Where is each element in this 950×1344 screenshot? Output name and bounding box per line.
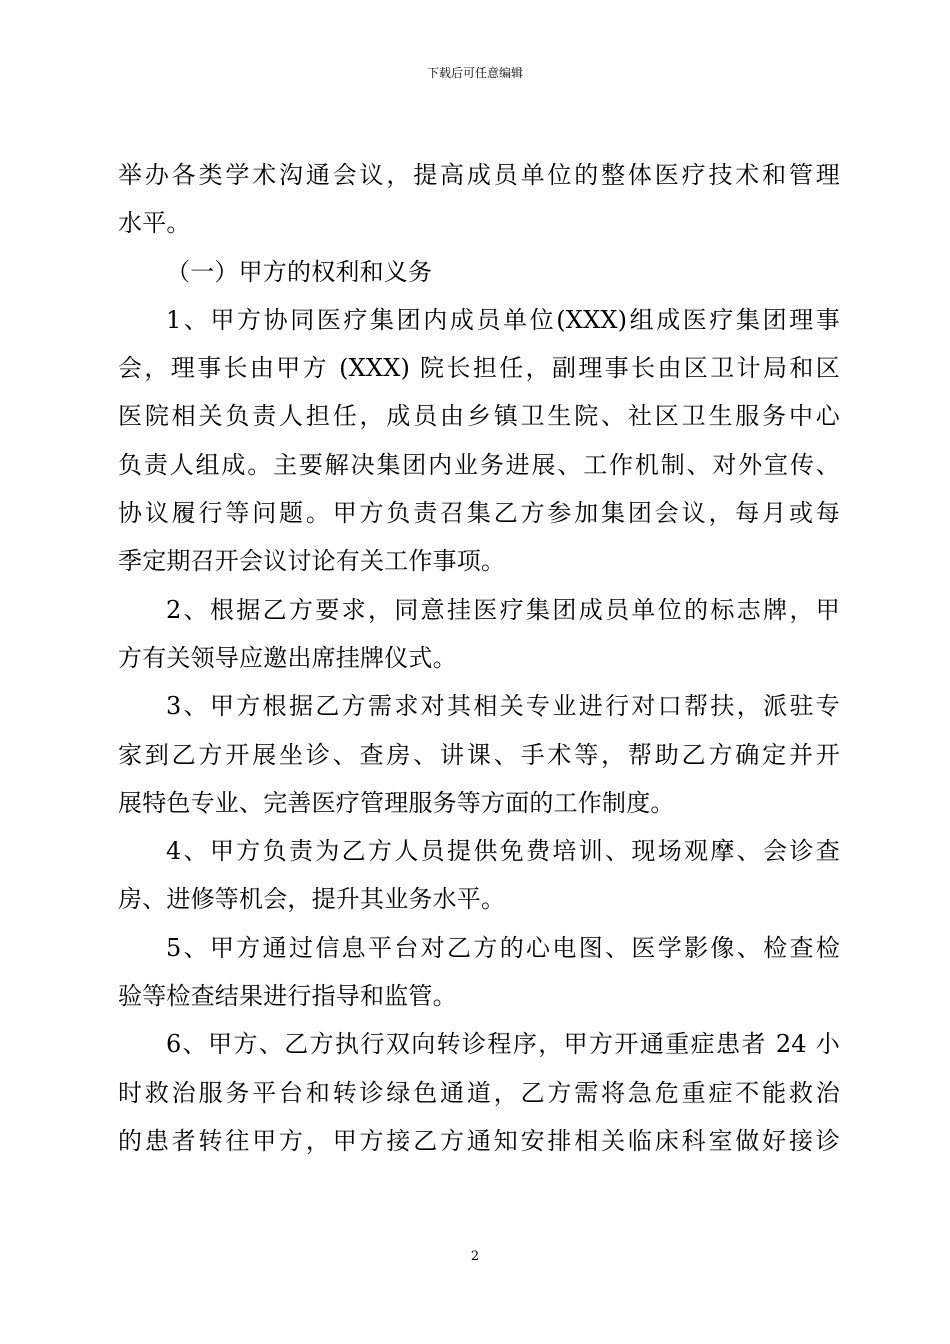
document-body: [118, 151, 840, 1165]
body-text-line: （一）甲方的权利和义务: [166, 257, 433, 286]
body-text-line: 会，理事长由甲方 (XXX) 院长担任，副理事长由区卫计局和区: [118, 354, 840, 383]
body-text-line: 协议履行等问题。甲方负责召集乙方参加集团会议，每月或每: [118, 499, 840, 528]
page-number: 2: [470, 1249, 480, 1264]
body-text-line: 的患者转往甲方，甲方接乙方通知安排相关临床科室做好接诊: [118, 1126, 840, 1155]
page-header: 下载后可任意编辑: [426, 66, 523, 80]
body-text-line: 房、进修等机会，提升其业务水平。: [118, 885, 506, 914]
body-text-line: 举办各类学术沟通会议，提高成员单位的整体医疗技术和管理: [118, 161, 840, 189]
body-text-line: 水平。: [118, 209, 191, 238]
body-text-line: 1、甲方协同医疗集团内成员单位(XXX)组成医疗集团理事: [166, 305, 840, 334]
body-text-line: 验等检查结果进行指导和监管。: [118, 982, 457, 1011]
body-text-line: 时救治服务平台和转诊绿色通道，乙方需将急危重症不能救治: [118, 1078, 840, 1107]
body-text-line: 负责人组成。主要解决集团内业务进展、工作机制、对外宣传、: [118, 450, 840, 479]
body-text-line: 家到乙方开展坐诊、查房、讲课、手术等，帮助乙方确定并开: [118, 740, 840, 769]
body-text-line: 2、根据乙方要求，同意挂医疗集团成员单位的标志牌，甲: [166, 595, 840, 624]
body-text-line: 展特色专业、完善医疗管理服务等方面的工作制度。: [118, 788, 675, 817]
body-text-line: 5、甲方通过信息平台对乙方的心电图、医学影像、检查检: [166, 933, 840, 962]
body-text-line: 6、甲方、乙方执行双向转诊程序，甲方开通重症患者 24 小: [166, 1030, 840, 1059]
body-text-line: 4、甲方负责为乙方人员提供免费培训、现场观摩、会诊查: [166, 837, 840, 866]
body-text-line: 医院相关负责人担任，成员由乡镇卫生院、社区卫生服务中心: [118, 402, 840, 431]
body-text-line: 季定期召开会议讨论有关工作事项。: [118, 547, 506, 576]
body-text-line: 3、甲方根据乙方需求对其相关专业进行对口帮扶，派驻专: [166, 692, 840, 721]
body-text-line: 方有关领导应邀出席挂牌仪式。: [118, 643, 457, 672]
